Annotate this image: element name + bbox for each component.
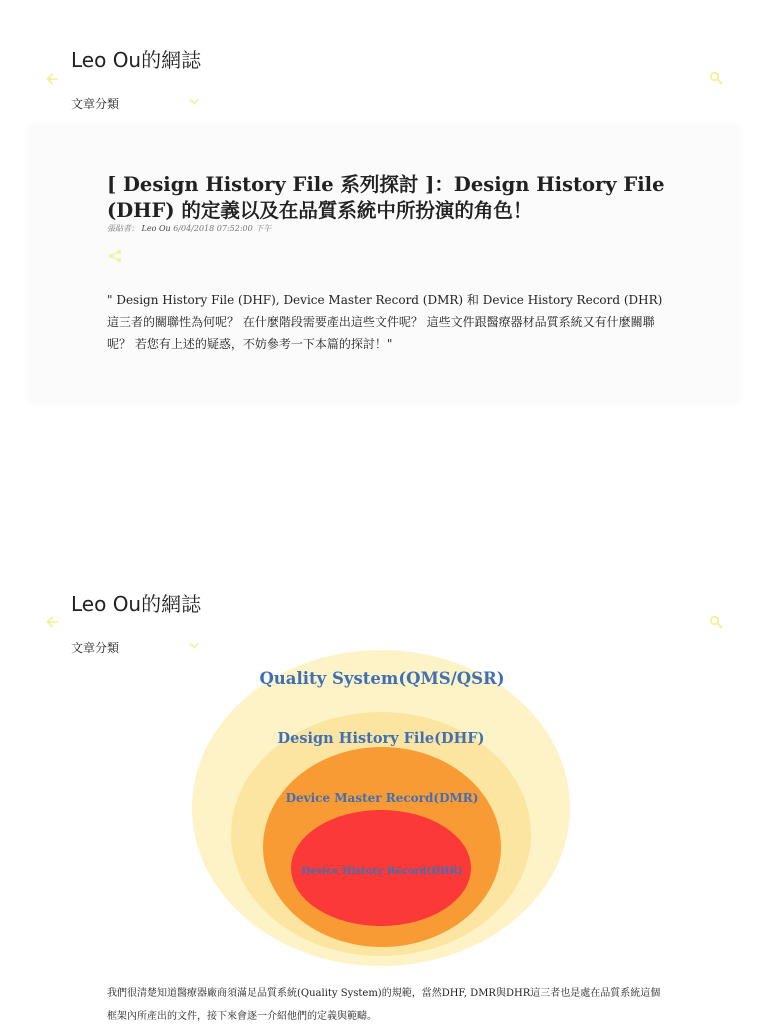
post-title[interactable]: [ Design History File 系列探討 ]：Design History File (DHF) 的定義以及在品質系統中所扮演的角色！ <box>107 173 665 222</box>
categories-menu-repeat[interactable]: 文章分類 <box>71 641 120 655</box>
blog-title[interactable]: Leo Ou的網誌 <box>71 48 202 72</box>
post-snippet: " Design History File (DHF), Device Master Record (DMR) 和 Device History Record (DHR) 這三者的關聯性為何呢？ 在什麼階段需要產出這些文件呢？ 這些文件跟醫療器材品質系統又有什麼關聯呢？ 若您有上述的疑惑，不妨參考一下本篇的探討！" <box>107 293 663 351</box>
label-device-history-record: Device History Record(DHR) <box>301 866 463 877</box>
blog-title-repeat[interactable]: Leo Ou的網誌 <box>71 592 202 616</box>
label-quality-system: Quality System(QMS/QSR) <box>259 669 505 688</box>
post-date[interactable]: 6/04/2018 07:52:00 下午 <box>173 224 272 233</box>
article-paragraph: 我們很清楚知道醫療器廠商須滿足品質系統(Quality System)的規範，當然DHF, DMR與DHR這三者也是處在品質系統這個框架內所產出的文件，接下來會逐一介紹他們的定義與範疇。 <box>107 988 661 1022</box>
categories-menu[interactable]: 文章分類 <box>71 97 120 111</box>
label-device-master-record: Device Master Record(DMR) <box>285 791 479 805</box>
byline-prefix: 張貼者： <box>107 224 139 233</box>
post-author[interactable]: Leo Ou <box>141 224 171 233</box>
label-design-history-file: Design History File(DHF) <box>277 730 485 747</box>
